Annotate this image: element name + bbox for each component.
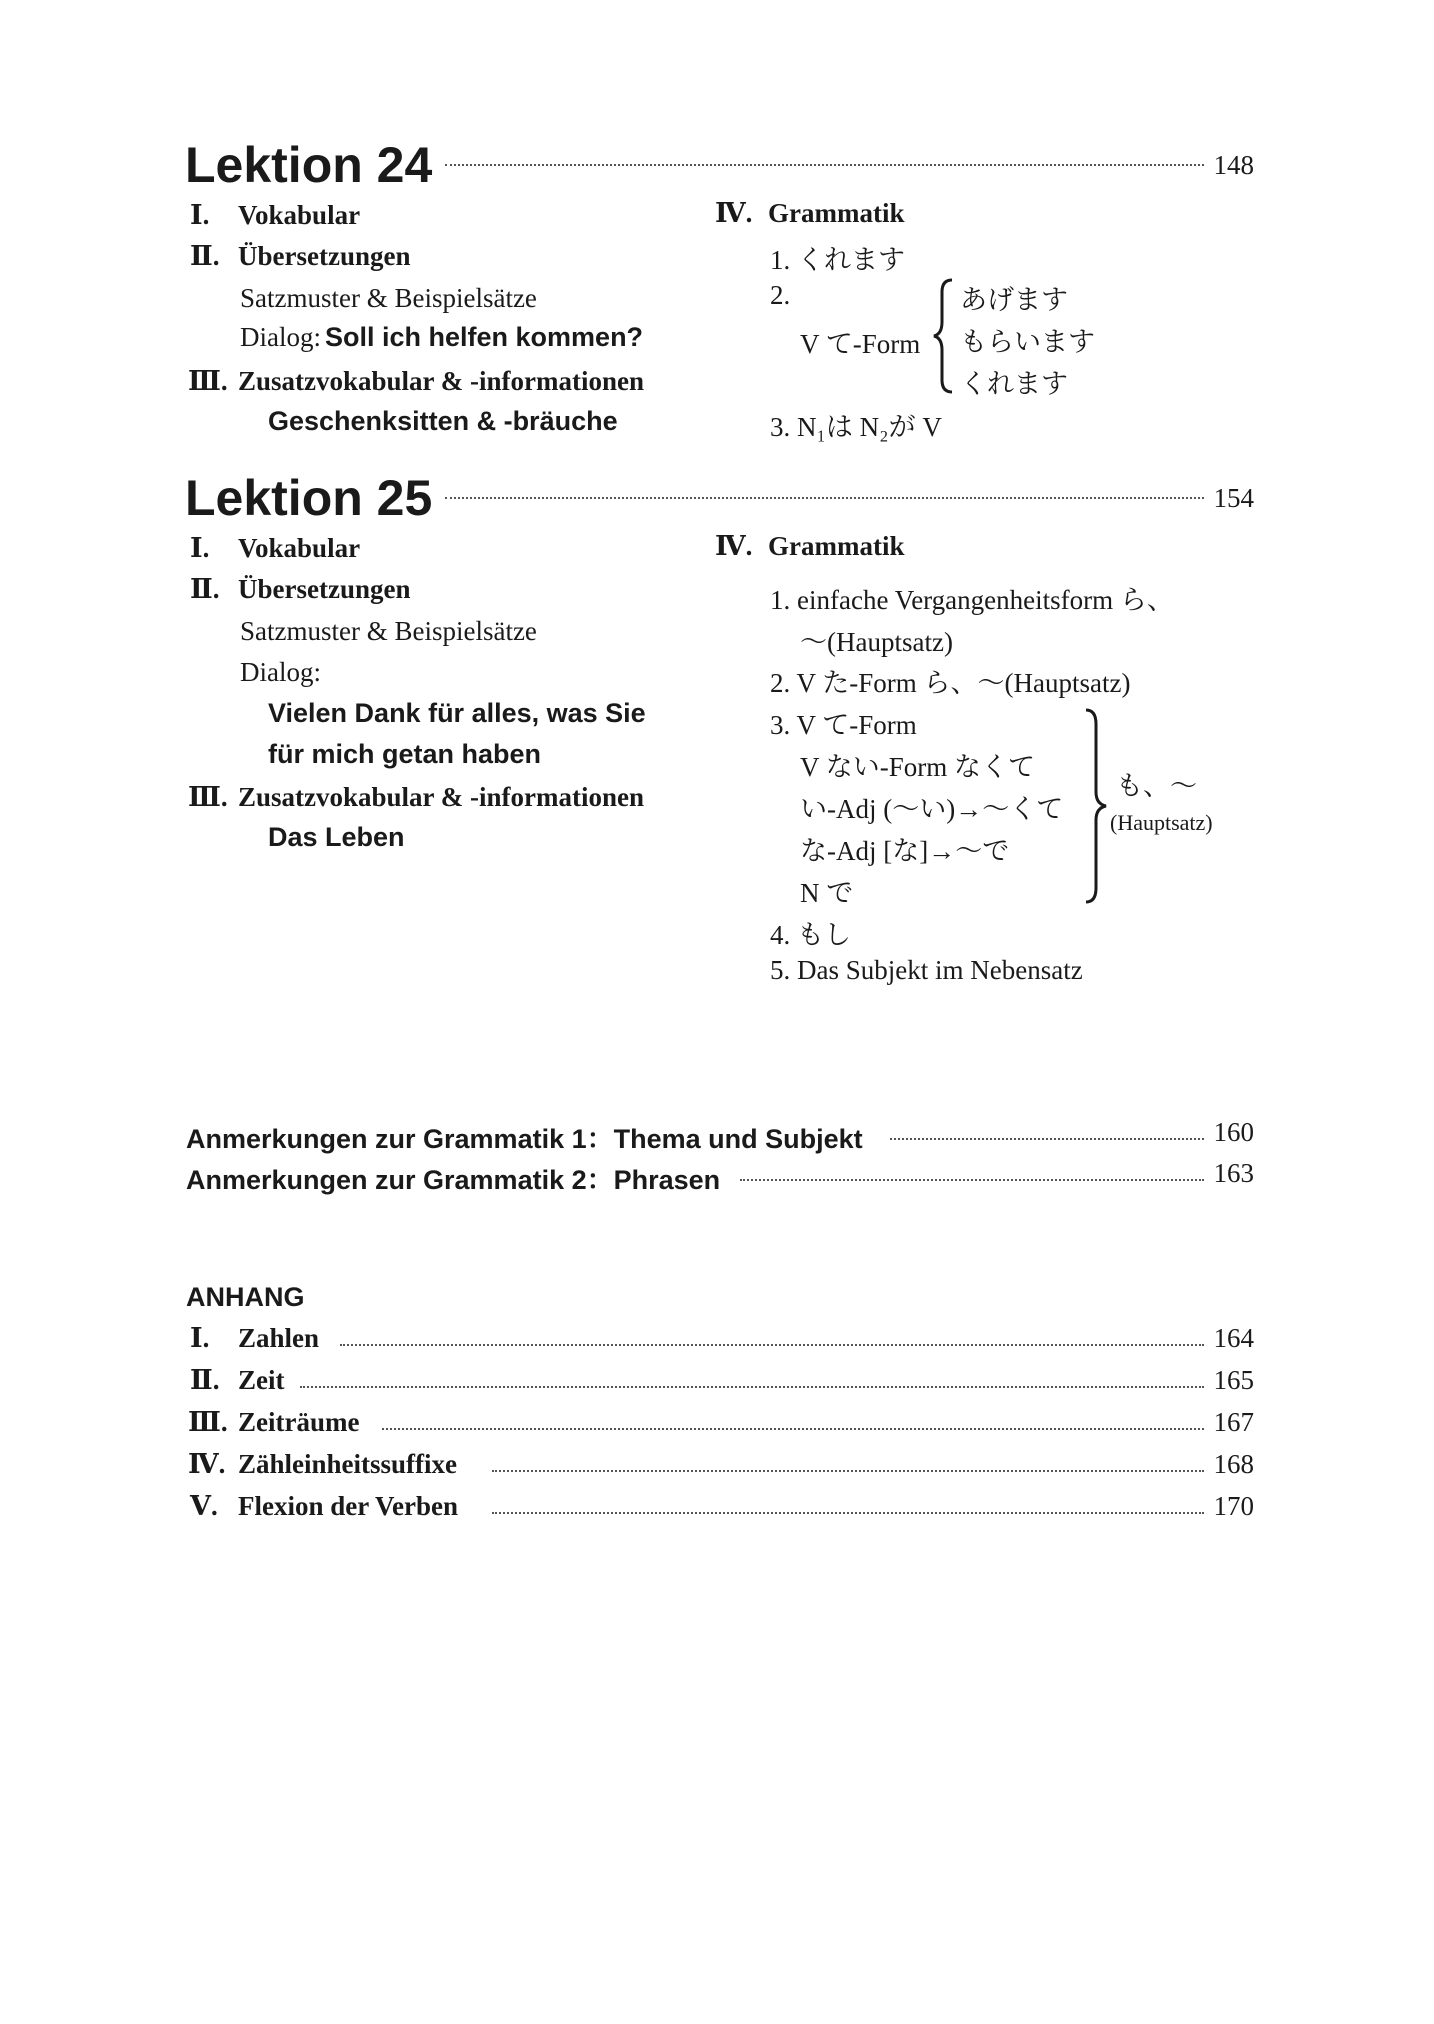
section-number: Ⅰ. [190,200,210,230]
lesson-24-grammatik [715,198,904,229]
leader-dots [492,1470,1204,1472]
lesson-25-zusatz [188,782,644,813]
appendix-number: Ⅱ. [190,1365,220,1395]
section-number: Ⅰ. [190,533,210,563]
appendix-item-3 [188,1407,359,1438]
appendix-number: Ⅲ. [188,1407,228,1437]
lesson-25-dialog-title-line2: für mich getan haben [268,739,542,769]
appendix-item-2-page: 165 [1213,1365,1254,1395]
lesson-24-dialog [240,322,643,353]
appendix-item-5 [190,1491,458,1522]
lesson-25-item-5: 5. Das Subjekt im Nebensatz [770,955,1083,985]
lesson-24-page: 148 [1213,150,1254,180]
note-prefix: Anmerkungen zur Grammatik 2： [186,1165,614,1195]
leader-dots [445,497,1204,499]
lesson-25-item-3-result: も、～ [1116,771,1197,801]
note-prefix: Anmerkungen zur Grammatik 1： [186,1124,614,1154]
lesson-24-uebersetzungen [190,241,410,272]
note-title: Thema und Subjekt [613,1124,863,1154]
lesson-24-item-2-form: V て-Form [800,329,921,359]
section-label: Vokabular [238,533,361,563]
leader-dots [382,1428,1204,1430]
appendix-label: Flexion der Verben [238,1491,459,1521]
appendix-number: Ⅳ. [188,1449,226,1479]
appendix-label: Zahlen [238,1323,320,1353]
leader-dots [890,1138,1204,1140]
section-label: Übersetzungen [238,574,411,604]
lesson-25-item-1-line1: 1. einfache Vergangenheitsform ら、 [770,585,1174,615]
leader-dots [300,1386,1204,1388]
lesson-24-option-3: くれます [960,369,1068,399]
section-label: Zusatzvokabular & -informationen [238,366,645,396]
section-number: Ⅳ. [715,531,753,561]
lesson-24-item-1: 1. くれます [770,245,905,275]
lesson-25-item-3-line5: N で [800,878,854,908]
appendix-number: Ⅰ. [190,1323,210,1353]
appendix-number: Ⅴ. [190,1491,218,1521]
leader-dots [740,1179,1204,1181]
leader-dots [445,164,1204,166]
lesson-25-dialog-prefix: Dialog: [240,657,321,687]
appendix-item-4 [188,1449,457,1480]
lesson-25-item-1-line2: ～(Hauptsatz) [800,627,953,657]
lesson-25-item-2: 2. V た-Form ら、～(Hauptsatz) [770,668,1131,698]
lesson-25-satzmuster: Satzmuster & Beispielsätze [240,616,537,646]
section-number: Ⅱ. [190,574,220,604]
appendix-item-2 [190,1365,285,1396]
lesson-25-title: Lektion 25 [185,470,433,526]
appendix-title: ANHANG [186,1282,305,1312]
lesson-24-vokabular [190,200,360,231]
section-label: Zusatzvokabular & -informationen [238,782,645,812]
appendix-label: Zeiträume [238,1407,360,1437]
lesson-24-satzmuster: Satzmuster & Beispielsätze [240,283,537,313]
appendix-label: Zeit [238,1365,285,1395]
appendix-item-1-page: 164 [1213,1323,1254,1353]
appendix-item-3-page: 167 [1213,1407,1254,1437]
lesson-25-item-4: 4. もし [770,920,851,950]
note-1-page: 160 [1213,1117,1254,1147]
closing-brace [1082,706,1112,906]
section-number: Ⅱ. [190,241,220,271]
note-1 [186,1117,863,1156]
lesson-24-title: Lektion 24 [185,137,433,193]
lesson-25-page: 154 [1213,483,1254,513]
section-number: Ⅳ. [715,198,753,228]
lesson-24-zusatz [188,366,644,397]
leader-dots [340,1344,1204,1346]
appendix-label: Zähleinheitssuffixe [238,1449,458,1479]
lesson-25-grammatik [715,531,904,562]
lesson-24-option-1: あげます [960,285,1068,315]
section-label: Grammatik [768,531,905,561]
curly-brace [932,276,962,396]
lesson-25-item-3-result-note: (Hauptsatz) [1110,810,1213,835]
note-title: Phrasen [613,1165,721,1195]
appendix-item-1 [190,1323,319,1354]
lesson-25-vokabular [190,533,360,564]
lesson-24-item-2-num: 2. [770,280,791,310]
section-label: Übersetzungen [238,241,411,271]
section-label: Grammatik [768,198,905,228]
lesson-24-option-2: もらいます [960,327,1095,357]
section-number: Ⅲ. [188,782,228,812]
lesson-25-item-3-line1: 3. V て-Form [770,710,917,740]
lesson-24-item-3: 3. N₁は N₂が V [770,412,942,442]
section-number: Ⅲ. [188,366,228,396]
lesson-25-item-3-line2: V ない-Form なくて [800,752,1036,782]
appendix-item-4-page: 168 [1213,1449,1254,1479]
lesson-25-uebersetzungen [190,574,410,605]
lesson-25-item-3-line4: な-Adj [な]→～で [800,836,1010,866]
section-label: Vokabular [238,200,361,230]
dialog-prefix: Dialog: [240,322,321,352]
note-2 [186,1158,720,1197]
dialog-title: Soll ich helfen kommen? [325,322,644,352]
note-2-page: 163 [1213,1158,1254,1188]
appendix-item-5-page: 170 [1213,1491,1254,1521]
leader-dots [492,1512,1204,1514]
lesson-25-dialog-title-line1: Vielen Dank für alles, was Sie [268,698,646,728]
lesson-25-zusatz-title: Das Leben [268,822,405,852]
lesson-24-zusatz-title: Geschenksitten & -bräuche [268,406,618,436]
lesson-25-item-3-line3: い-Adj (～い)→～くて [800,794,1064,824]
